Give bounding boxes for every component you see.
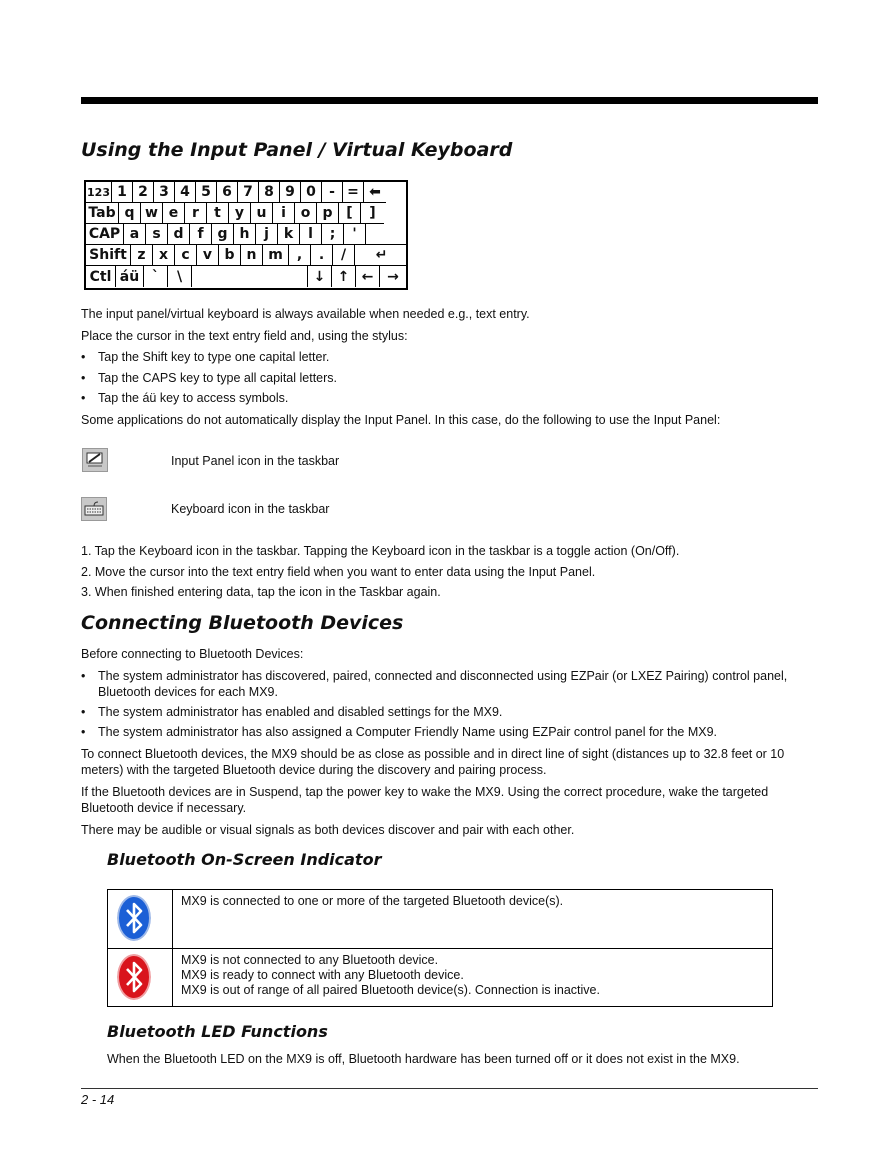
description-line: MX9 is connected to one or more of the targeted Bluetooth device(s).	[181, 894, 564, 908]
key: r	[185, 203, 207, 224]
key: 6	[217, 182, 238, 203]
key: 0	[301, 182, 322, 203]
key: =	[343, 182, 364, 203]
subsection-title-led: Bluetooth LED Functions	[107, 1022, 328, 1041]
key: x	[153, 245, 175, 266]
arrow-up-key: ↑	[332, 266, 356, 287]
paragraph: Some applications do not automatically display the Input Panel. In this case, do the following to use the Input Panel:	[81, 413, 721, 427]
bluetooth-connected-icon	[117, 895, 151, 941]
key: c	[175, 245, 197, 266]
key: h	[234, 224, 256, 245]
step-item: 3. When finished entering data, tap the icon in the Taskbar again.	[81, 585, 441, 599]
key: Shift	[86, 245, 131, 266]
key: \	[168, 266, 192, 287]
key: v	[197, 245, 219, 266]
key: ,	[289, 245, 311, 266]
backspace-key: ⬅	[364, 182, 386, 203]
footer-rule	[81, 1088, 818, 1089]
bullet-dot: •	[81, 391, 86, 405]
key: [	[339, 203, 361, 224]
key: áü	[116, 266, 144, 287]
key: l	[300, 224, 322, 245]
table-row	[108, 949, 772, 1007]
key: 5	[196, 182, 217, 203]
subsection-title-indicator: Bluetooth On-Screen Indicator	[107, 850, 382, 869]
table-cell-description	[181, 894, 563, 909]
arrow-left-key: ←	[356, 266, 380, 287]
paragraph: To connect Bluetooth devices, the MX9 should be as close as possible and in direct line of sight (distances up to 32.8 feet or 10 meters) with the targeted Bluetooth device during the discovery and pairing process.	[81, 747, 785, 777]
bullet-item: Tap the áü key to access symbols.	[98, 391, 289, 405]
key: 7	[238, 182, 259, 203]
key: 123	[86, 182, 112, 203]
bluetooth-indicator-table	[107, 889, 773, 1007]
bullet-dot: •	[81, 350, 86, 364]
key: o	[295, 203, 317, 224]
key: Ctl	[86, 266, 116, 287]
key: d	[168, 224, 190, 245]
page-number: 2 - 14	[81, 1092, 115, 1107]
paragraph: There may be audible or visual signals as both devices discover and pair with each other.	[81, 823, 575, 837]
bullet-dot: •	[81, 669, 86, 683]
key: k	[278, 224, 300, 245]
key: -	[322, 182, 343, 203]
arrow-right-key: →	[387, 268, 399, 285]
bullet-item: Tap the CAPS key to type all capital letters.	[98, 371, 338, 385]
key: y	[229, 203, 251, 224]
key: 8	[259, 182, 280, 203]
key: m	[263, 245, 289, 266]
step-item: 2. Move the cursor into the text entry field when you want to enter data using the Input Panel.	[81, 565, 596, 579]
key: Tab	[86, 203, 119, 224]
key: f	[190, 224, 212, 245]
key: e	[163, 203, 185, 224]
key: ;	[322, 224, 344, 245]
key: .	[311, 245, 333, 266]
key: '	[344, 224, 366, 245]
arrow-down-key: ↓	[308, 266, 332, 287]
keyboard-row-3	[86, 224, 408, 245]
key: 2	[133, 182, 154, 203]
input-panel-icon-label: Input Panel icon in the taskbar	[171, 454, 340, 468]
key: p	[317, 203, 339, 224]
key: t	[207, 203, 229, 224]
table-cell-description	[181, 953, 600, 998]
key: a	[124, 224, 146, 245]
bullet-item: The system administrator has discovered, paired, connected and disconnected using EZPair (or LXEZ Pairing) control panel, Bluetooth devices for each MX9.	[98, 669, 788, 699]
section-title-bluetooth: Connecting Bluetooth Devices	[81, 612, 404, 634]
section-title-input-panel: Using the Input Panel / Virtual Keyboard	[81, 139, 513, 161]
description-line: MX9 is out of range of all paired Bluetooth device(s). Connection is inactive.	[181, 983, 600, 997]
paragraph: When the Bluetooth LED on the MX9 is off, Bluetooth hardware has been turned off or it does not exist in the MX9.	[107, 1052, 740, 1066]
table-row	[108, 890, 772, 949]
bullet-item: The system administrator has also assigned a Computer Friendly Name using EZPair control panel for the MX9.	[98, 725, 718, 739]
keyboard-icon	[81, 497, 107, 521]
step-item: 1. Tap the Keyboard icon in the taskbar. Tapping the Keyboard icon in the taskbar is a toggle action (On/Off).	[81, 544, 680, 558]
bullet-dot: •	[81, 371, 86, 385]
bullet-item: The system administrator has enabled and disabled settings for the MX9.	[98, 705, 503, 719]
table-cell-icon	[108, 949, 173, 1007]
bullet-item: Tap the Shift key to type one capital letter.	[98, 350, 330, 364]
virtual-keyboard-image	[84, 180, 408, 290]
key: i	[273, 203, 295, 224]
keyboard-row-1	[86, 182, 386, 203]
enter-key: ↵	[355, 245, 408, 266]
description-line: MX9 is ready to connect with any Bluetooth device.	[181, 968, 464, 982]
bluetooth-disconnected-icon	[117, 954, 151, 1000]
paragraph: The input panel/virtual keyboard is always available when needed e.g., text entry.	[81, 307, 530, 321]
key-blank	[366, 224, 408, 245]
space-key	[192, 266, 308, 287]
input-panel-icon	[82, 448, 108, 472]
key: n	[241, 245, 263, 266]
key: ]	[361, 203, 384, 224]
bullet-dot: •	[81, 705, 86, 719]
key: u	[251, 203, 273, 224]
key: `	[144, 266, 168, 287]
key: q	[119, 203, 141, 224]
keyboard-row-2	[86, 203, 384, 224]
key: j	[256, 224, 278, 245]
header-rule	[81, 97, 818, 104]
key: 1	[112, 182, 133, 203]
keyboard-row-4	[86, 245, 408, 266]
keyboard-row-5	[86, 266, 406, 287]
paragraph: Place the cursor in the text entry field and, using the stylus:	[81, 329, 408, 343]
key: g	[212, 224, 234, 245]
key: z	[131, 245, 153, 266]
key: 9	[280, 182, 301, 203]
paragraph: If the Bluetooth devices are in Suspend, tap the power key to wake the MX9. Using the correct procedure, wake the targeted Bluetooth device if necessary.	[81, 785, 769, 815]
description-line: MX9 is not connected to any Bluetooth device.	[181, 953, 439, 967]
bullet-dot: •	[81, 725, 86, 739]
key: CAP	[86, 224, 124, 245]
paragraph: Before connecting to Bluetooth Devices:	[81, 647, 304, 661]
key: /	[333, 245, 355, 266]
key: b	[219, 245, 241, 266]
keyboard-icon-label: Keyboard icon in the taskbar	[171, 502, 330, 516]
key: 4	[175, 182, 196, 203]
key: s	[146, 224, 168, 245]
key: w	[141, 203, 163, 224]
key: 3	[154, 182, 175, 203]
table-cell-icon	[108, 890, 173, 948]
